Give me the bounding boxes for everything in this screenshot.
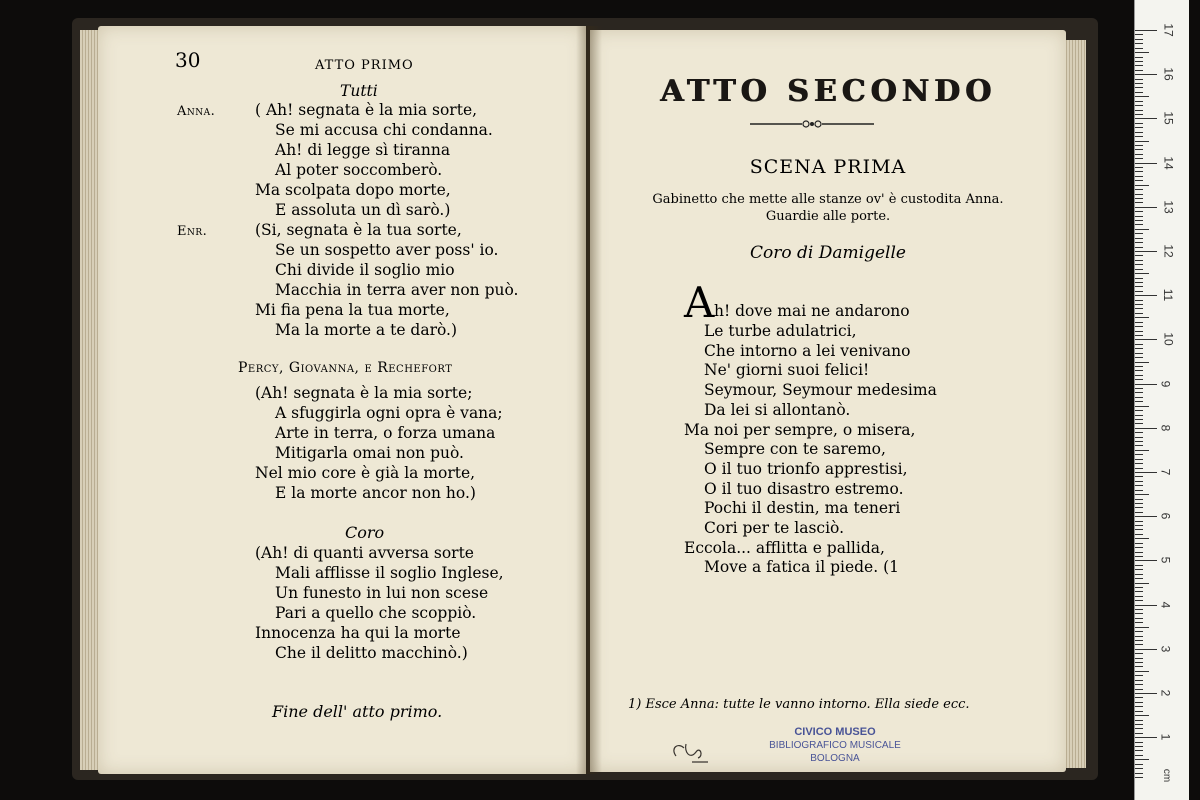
ruler-tick [1135,459,1143,460]
ruler-tick [1135,39,1143,40]
ruler-tick [1135,605,1157,606]
ruler-tick [1135,300,1143,301]
ruler-tick [1135,468,1143,469]
ruler-number: 16 [1161,67,1176,81]
verse-line: Ne' giorni suoi felici! [704,361,870,379]
enrico-line: Se un sospetto aver poss' io. [275,241,499,259]
ruler-tick [1135,437,1143,438]
ruler-tick [1135,640,1143,641]
ruler-tick [1135,149,1143,150]
scene-title: SCENA PRIMA [749,156,907,178]
enrico-line: Mi fia pena la tua morte, [255,301,450,319]
ruler-tick [1135,251,1157,252]
ruler-tick [1135,224,1143,225]
ruler-tick [1135,423,1143,424]
ruler-tick [1135,34,1143,35]
group-line: Nel mio core è già la morte, [255,464,476,482]
ruler-tick [1135,711,1143,712]
ruler-tick [1135,286,1143,287]
stamp-line: CIVICO MUSEO [794,726,876,738]
ruler-tick [1135,317,1149,318]
drop-cap: A [684,278,715,327]
ruler-tick [1135,264,1143,265]
stage-direction [590,191,1066,225]
ruler-tick [1135,773,1143,774]
ruler-tick [1135,583,1149,584]
ruler-tick [1135,631,1143,632]
ruler-tick [1135,74,1157,75]
ruler-tick [1135,658,1143,659]
ruler-tick [1135,65,1143,66]
ruler-tick [1135,185,1149,186]
running-head: ATTO PRIMO [315,58,414,73]
ruler-tick [1135,348,1143,349]
ruler-tick [1135,755,1143,756]
end-of-act-note: Fine dell' atto primo. [272,702,443,721]
ruler-tick [1135,48,1143,49]
ruler-tick [1135,503,1143,504]
ruler-tick [1135,83,1143,84]
stamp-line: BIBLIOGRAFICO MUSICALE [769,740,901,751]
ruler-tick [1135,428,1157,429]
ruler-tick [1135,706,1143,707]
ruler-tick [1135,507,1143,508]
ruler-tick [1135,684,1143,685]
ruler-tick [1135,57,1143,58]
ruler-tick [1135,560,1157,561]
tutti-heading: Tutti [340,82,378,100]
ruler-tick [1135,613,1143,614]
ruler-tick [1135,220,1143,221]
ruler-tick [1135,362,1149,363]
ruler-tick [1135,105,1143,106]
ruler-number: 12 [1161,244,1176,258]
ruler-tick [1135,671,1149,672]
verse-line: O il tuo trionfo apprestisi, [704,460,908,478]
ruler-tick [1135,552,1143,553]
ruler-tick [1135,742,1143,743]
ruler-tick [1135,392,1143,393]
anna-line: Al poter soccomberò. [275,161,443,179]
coro-damigelle-heading: Coro di Damigelle [750,243,906,263]
ruler-number: 2 [1158,689,1173,697]
left-page-edges [80,30,100,770]
ruler-tick [1135,556,1143,557]
ruler-tick [1135,662,1143,663]
coro-line: Un funesto in lui non scese [275,584,489,602]
book-gutter [576,26,602,774]
verse-line: Che intorno a lei venivano [704,342,911,360]
ruler-tick [1135,233,1143,234]
ruler-tick [1135,724,1143,725]
ruler-tick [1135,596,1143,597]
ruler-tick [1135,587,1143,588]
ruler-number: 17 [1161,23,1176,37]
ruler-tick [1135,547,1143,548]
ruler-tick [1135,273,1149,274]
ruler-tick [1135,569,1143,570]
ruler-tick [1135,538,1149,539]
ruler-tick [1135,145,1143,146]
group-line: A sfuggirla ogni opra è vana; [275,404,503,422]
ruler-tick [1135,375,1143,376]
ruler-tick [1135,494,1149,495]
ruler-tick [1135,415,1143,416]
ruler-tick [1135,406,1149,407]
ruler-number: 7 [1158,468,1173,476]
ruler-tick [1135,693,1157,694]
ruler-tick [1135,521,1143,522]
ruler-tick [1135,96,1149,97]
ruler-tick [1135,534,1143,535]
ruler-tick [1135,207,1157,208]
anna-line: ( Ah! segnata è la mia sorte, [255,101,478,119]
ruler-tick [1135,30,1157,31]
ruler-number: 15 [1161,111,1176,126]
stamp-line: BOLOGNA [810,753,860,764]
ruler-tick [1135,87,1143,88]
verse-line: Ma noi per sempre, o misera, [684,421,916,439]
ruler-tick [1135,529,1143,530]
anna-line: E assoluta un dì sarò.) [275,201,451,219]
ruler-tick [1135,737,1157,738]
enrico-line: (Si, segnata è la tua sorte, [255,221,462,239]
ruler-tick [1135,777,1143,778]
ruler-tick [1135,419,1143,420]
stage-direction-line: Guardie alle porte. [765,209,891,224]
ruler-tick [1135,189,1143,190]
ruler-tick [1135,154,1143,155]
ruler-tick [1135,697,1143,698]
verse-line: h! dove mai ne andarono [714,302,910,320]
verse-line: Seymour, Seymour medesima [704,381,937,399]
ruler-tick [1135,499,1143,500]
ruler-tick [1135,768,1143,769]
ruler-tick [1135,680,1143,681]
coro-line: Che il delitto macchinò.) [275,644,468,662]
ruler-number: 13 [1161,200,1176,214]
ruler-tick [1135,649,1157,650]
group-line: Arte in terra, o forza umana [275,424,496,442]
enrico-line: Ma la morte a te darò.) [275,321,458,339]
ruler-tick [1135,366,1143,367]
ruler-tick [1135,198,1143,199]
ruler-tick [1135,490,1143,491]
ruler-tick [1135,171,1143,172]
ruler-tick [1135,445,1143,446]
ruler-number: 9 [1158,380,1173,387]
ruler-tick [1135,432,1143,433]
ornament-divider [750,118,874,130]
ruler-tick [1135,339,1157,340]
ruler-tick [1135,180,1143,181]
ruler-tick [1135,176,1143,177]
verse-line: Le turbe adulatrici, [704,322,857,340]
coro-line: Innocenza ha qui la morte [255,624,461,642]
verse-line: Move a fatica il piede. (1 [704,558,899,576]
ruler-tick [1135,357,1143,358]
ruler-tick [1135,636,1143,637]
ruler-tick [1135,127,1143,128]
ruler-tick [1135,627,1149,628]
ruler-tick [1135,720,1143,721]
ruler-tick [1135,653,1143,654]
group-line: Mitigarla omai non può. [275,444,464,462]
ruler-tick [1135,92,1143,93]
ruler-tick [1135,450,1149,451]
ruler-number: 4 [1158,601,1173,608]
ruler-tick [1135,313,1143,314]
verse-line: Cori per te lasciò. [704,519,845,537]
ruler-tick [1135,689,1143,690]
enrico-line: Chi divide il soglio mio [275,261,455,279]
ruler-tick [1135,609,1143,610]
ruler-tick [1135,728,1143,729]
speaker-enrico: Enr. [177,224,208,239]
ruler-tick [1135,574,1143,575]
ruler-tick [1135,308,1143,309]
ruler-tick [1135,282,1143,283]
ruler-number: 8 [1158,424,1173,432]
ruler-tick [1135,114,1143,115]
right-page-edges [1064,40,1086,768]
ruler-tick [1135,291,1143,292]
ruler-tick [1135,238,1143,239]
ruler-tick [1135,388,1143,389]
ruler-tick [1135,379,1143,380]
ruler-tick [1135,397,1143,398]
ruler-tick [1135,255,1143,256]
group-speakers-heading: Percy, Giovanna, e Rechefort [238,360,453,376]
ruler-tick [1135,463,1143,464]
page-number: 30 [175,48,201,72]
ruler-tick [1135,733,1143,734]
act-title: ATTO SECONDO [660,74,996,109]
ruler-tick [1135,370,1143,371]
ruler-tick [1135,543,1143,544]
ruler-tick [1135,476,1143,477]
library-stamp [766,726,904,765]
group-line: (Ah! segnata è la mia sorte; [255,384,473,402]
ruler-tick [1135,79,1143,80]
ruler-tick [1135,472,1157,473]
coro-line: Mali afflisse il soglio Inglese, [275,564,504,582]
stage-direction-line: Gabinetto che mette alle stanze ov' è custodita Anna. [652,192,1004,207]
ruler-tick [1135,702,1143,703]
ruler-tick [1135,167,1143,168]
ruler-tick [1135,481,1143,482]
ruler-tick [1135,454,1143,455]
ruler-tick [1135,578,1143,579]
ruler-tick [1135,278,1143,279]
ruler-tick [1135,401,1143,402]
group-line: E la morte ancor non ho.) [275,484,476,502]
ruler-number: 14 [1161,155,1176,170]
ruler-number: 6 [1158,512,1173,520]
ruler-tick [1135,622,1143,623]
ruler-tick [1135,61,1143,62]
ruler-tick [1135,335,1143,336]
ruler-tick [1135,644,1143,645]
ruler-tick [1135,269,1143,270]
ruler-tick [1135,202,1143,203]
ruler-tick [1135,666,1143,667]
ruler-tick [1135,618,1143,619]
ruler-tick [1135,101,1143,102]
ruler-tick [1135,353,1143,354]
ruler-number: 1 [1158,733,1173,741]
ruler-tick [1135,344,1143,345]
ruler-tick [1135,247,1143,248]
ruler-number: 10 [1161,332,1176,347]
ruler-tick [1135,746,1143,747]
enrico-line: Macchia in terra aver non può. [275,281,519,299]
verse-line: Eccola... afflitta e pallida, [684,539,885,557]
ruler-tick [1135,516,1157,517]
ruler-tick [1135,759,1149,760]
handwritten-initials [668,738,716,766]
ruler-tick [1135,141,1149,142]
ruler-tick [1135,242,1143,243]
ruler-tick [1135,600,1143,601]
footnote: 1) Esce Anna: tutte le vanno intorno. Ella siede ecc. [628,697,970,712]
ruler-tick [1135,512,1143,513]
ruler-tick [1135,750,1143,751]
ruler-tick [1135,326,1143,327]
ruler-tick [1135,136,1143,137]
ruler-tick [1135,295,1157,296]
verse-line: Sempre con te saremo, [704,440,886,458]
coro-line: Pari a quello che scoppiò. [275,604,477,622]
ruler-tick [1135,132,1143,133]
ruler-tick [1135,216,1143,217]
ruler-tick [1135,675,1143,676]
ruler-tick [1135,211,1143,212]
ruler-tick [1135,384,1157,385]
verse-line: Da lei si allontanò. [704,401,851,419]
ruler-tick [1135,43,1143,44]
ruler-tick [1135,194,1143,195]
speaker-anna: Anna. [177,104,216,119]
ruler-tick [1135,441,1143,442]
ruler-tick [1135,229,1149,230]
anna-line: Ah! di legge sì tiranna [275,141,451,159]
ruler-tick [1135,485,1143,486]
ruler-tick [1135,764,1143,765]
verse-line: O il tuo disastro estremo. [704,480,904,498]
ruler-unit: cm [1161,768,1173,783]
ruler-number: 11 [1161,288,1176,302]
ruler-tick [1135,322,1143,323]
ruler-tick [1135,70,1143,71]
ruler-tick [1135,525,1143,526]
ruler-number: 3 [1158,645,1173,653]
anna-line: Ma scolpata dopo morte, [255,181,451,199]
ruler-tick [1135,565,1143,566]
ruler-tick [1135,123,1143,124]
ruler-tick [1135,118,1157,119]
coro-heading: Coro [345,523,385,542]
ruler-tick [1135,260,1143,261]
ruler-tick [1135,158,1143,159]
ruler-tick [1135,163,1157,164]
ruler-tick [1135,52,1149,53]
verse-line: Pochi il destin, ma teneri [704,499,901,517]
ruler-tick [1135,715,1149,716]
coro-line: (Ah! di quanti avversa sorte [255,544,474,562]
anna-line: Se mi accusa chi condanna. [275,121,493,139]
ruler-tick [1135,410,1143,411]
ruler-tick [1135,304,1143,305]
ruler-tick [1135,591,1143,592]
ruler-tick [1135,110,1143,111]
ruler-number: 5 [1158,557,1173,564]
ruler-tick [1135,331,1143,332]
